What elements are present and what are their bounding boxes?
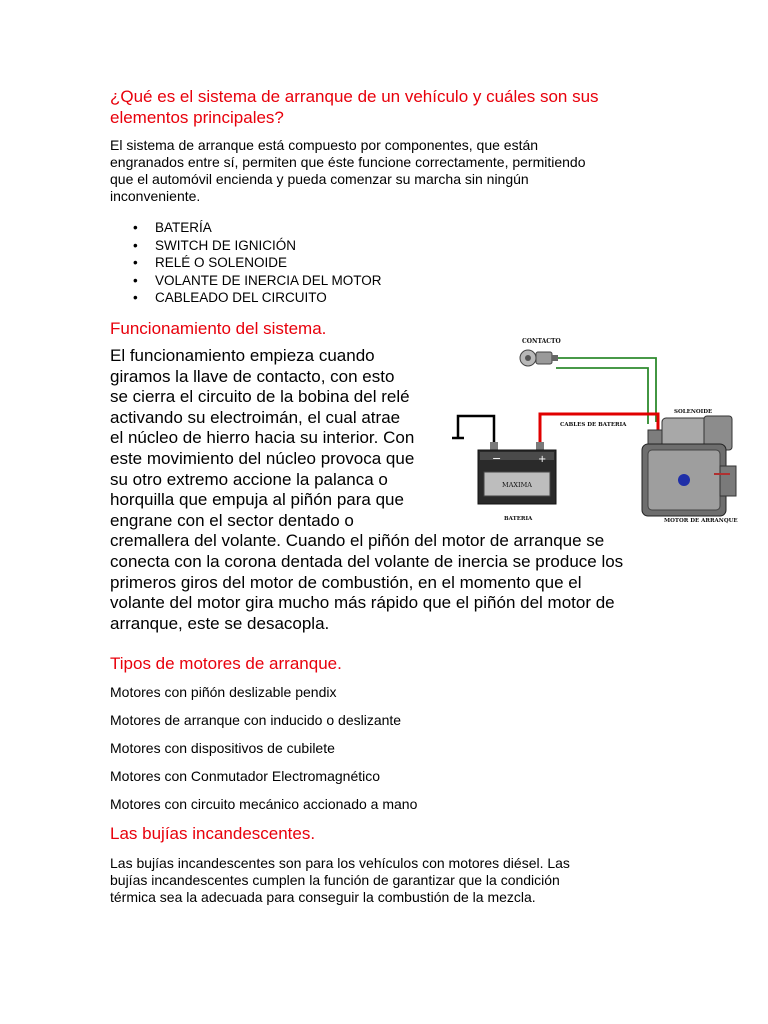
title-line: elementos principales?: [110, 108, 284, 127]
text-line: horquilla que empuja al piñón para que: [110, 490, 404, 510]
motor-type-item: Motores con circuito mecánico accionado a mano: [110, 796, 418, 812]
text-line: primeros giros del motor de combustión, en el momento que el: [110, 572, 582, 592]
positive-wire: [540, 414, 658, 446]
motor-type-item: Motores con dispositivos de cubilete: [110, 740, 335, 756]
text-line: cremallera del volante. Cuando el piñón del motor de arranque se: [110, 531, 605, 551]
list-item: [110, 237, 382, 255]
bullet-icon: •: [133, 237, 138, 253]
intro-paragraph: [110, 137, 586, 205]
list-item-label: RELÉ O SOLENOIDE: [155, 255, 288, 270]
label-solenoide: SOLENOIDE: [674, 409, 713, 415]
bullet-icon: •: [133, 255, 138, 270]
motor-type-item: Motores de arranque con inducido o deslizante: [110, 712, 402, 728]
list-item-label: SWITCH DE IGNICIÓN: [155, 237, 296, 253]
text-line: arranque, este se desacopla.: [110, 613, 330, 633]
section-title-funcionamiento: Funcionamiento del sistema.: [110, 319, 327, 338]
battery-icon: [478, 442, 556, 504]
list-item-label: BATERÍA: [155, 220, 212, 235]
text-line: su otro extremo accione la palanca o: [110, 469, 388, 489]
list-item: [110, 289, 382, 307]
text-line: volante del motor gira mucho más rápido que el piñón del motor de: [110, 593, 615, 613]
text-line: activando su electroimán, el cual atrae: [110, 407, 401, 427]
motor-type-item: Motores con Conmutador Electromagnético: [110, 768, 381, 784]
text-line: El funcionamiento empieza cuando: [110, 346, 375, 365]
list-item-label: CABLEADO DEL CIRCUITO: [155, 290, 327, 305]
title-line: ¿Qué es el sistema de arranque de un vehículo y cuáles son sus: [110, 87, 599, 106]
signal-wire-2: [556, 368, 648, 424]
list-item: [110, 254, 382, 272]
starter-motor-icon: [642, 416, 736, 516]
text-line: engranados entre sí, permiten que éste funcione correctamente, permitiendo: [110, 154, 586, 170]
text-line: este movimiento del núcleo provoca que: [110, 448, 415, 468]
list-item: [110, 219, 382, 237]
starter-circuit-diagram: [452, 334, 742, 530]
text-line: conecta con la corona dentada del volante de inercia se produce los: [110, 551, 624, 571]
motor-type-item: Motores con piñón deslizable pendix: [110, 684, 337, 700]
section-title-sistema-arranque: [110, 86, 599, 128]
bullet-icon: •: [133, 290, 138, 305]
label-cables: CABLES DE BATERIA: [560, 422, 627, 428]
bullet-icon: •: [133, 220, 138, 235]
section-title-tipos-motores: Tipos de motores de arranque.: [110, 654, 342, 673]
text-line: que el automóvil encienda y pueda comenzar su marcha sin ningún: [110, 171, 529, 187]
terminal-minus-label: −: [492, 452, 502, 465]
text-line: El sistema de arranque está compuesto por componentes, que están: [110, 137, 539, 153]
section-title-bujias: Las bujías incandescentes.: [110, 824, 316, 843]
text-line: giramos la llave de contacto, con esto: [110, 366, 395, 386]
text-line: Las bujías incandescentes son para los vehículos con motores diésel. Las: [110, 855, 570, 871]
list-item: [110, 272, 382, 290]
label-bateria: BATERIA: [504, 516, 533, 522]
text-line: el núcleo de hierro hacia su interior. Con: [110, 428, 415, 448]
terminal-plus-label: +: [538, 454, 547, 465]
text-line: inconveniente.: [110, 188, 201, 204]
text-line: térmica sea la adecuada para conseguir la combustión de la mezcla.: [110, 889, 536, 905]
battery-brand-label: MAXIMA: [502, 481, 532, 489]
ground-wire: [458, 416, 494, 444]
bujias-paragraph: [110, 855, 570, 906]
label-contacto: CONTACTO: [522, 338, 561, 345]
text-line: bujías incandescentes cumplen la función de garantizar que la condición: [110, 872, 560, 888]
components-list: [110, 219, 382, 307]
bullet-icon: •: [133, 272, 138, 288]
list-item-label: VOLANTE DE INERCIA DEL MOTOR: [155, 272, 382, 288]
text-line: se cierra el circuito de la bobina del relé: [110, 387, 410, 407]
ignition-key-icon: [520, 350, 558, 366]
label-motor-arranque: MOTOR DE ARRANQUE: [664, 518, 738, 524]
text-line: engrane con el sector dentado o: [110, 510, 354, 530]
